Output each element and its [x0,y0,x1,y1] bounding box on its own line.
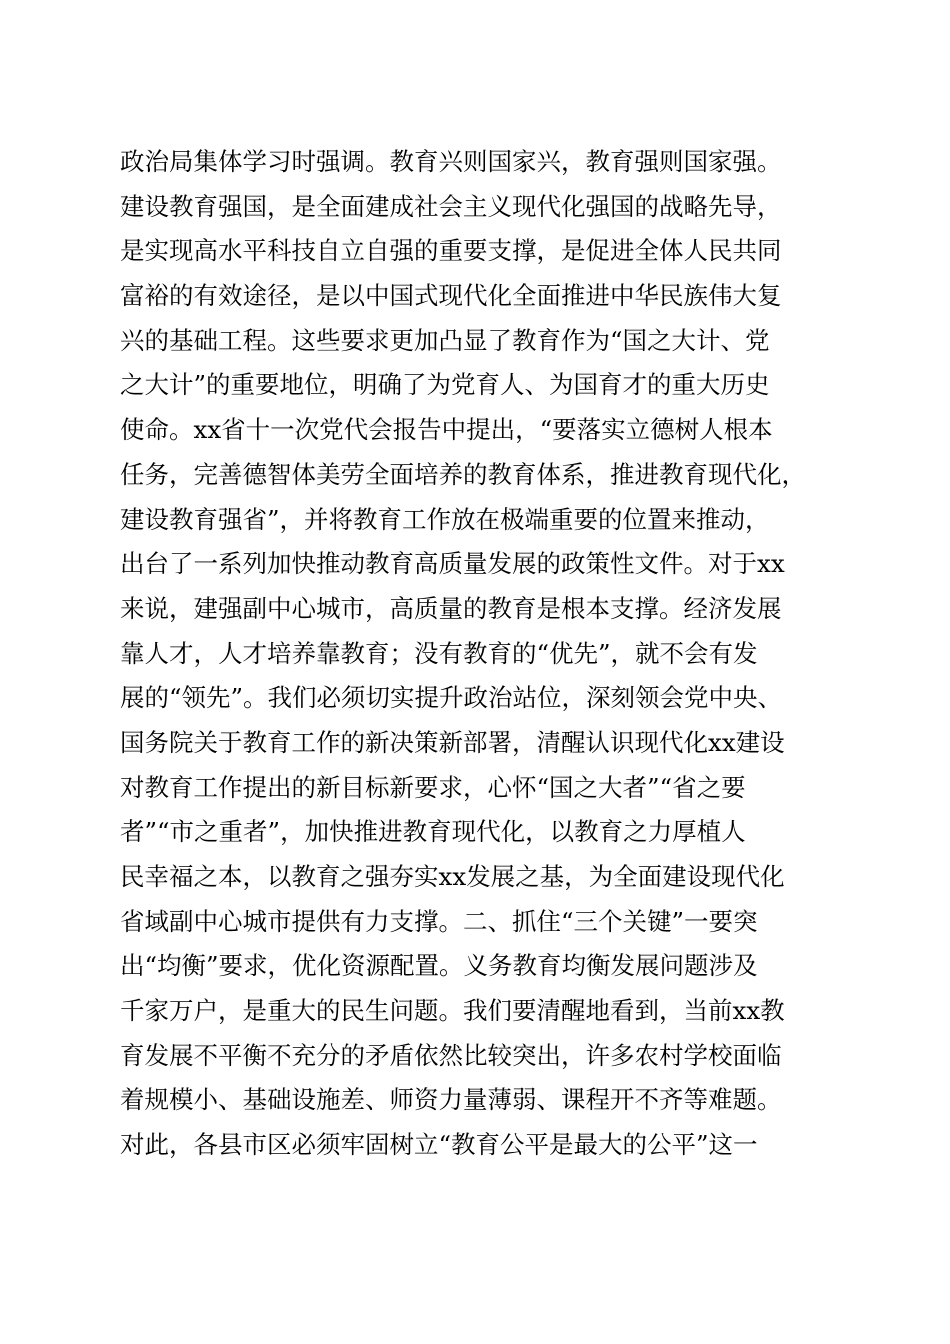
text-line: 出台了一系列加快推动教育高质量发展的政策性文件。对于xx [120,549,785,579]
text-line: 之大计”的重要地位，明确了为党育人、为国育才的重大历史 [120,370,770,400]
text-line: 靠人才，人才培养靠教育；没有教育的“优先”，就不会有发 [120,638,758,668]
text-line: 是实现高水平科技自立自强的重要支撑，是促进全体人民共同 [120,236,782,266]
text-line: 出“均衡”要求，优化资源配置。义务教育均衡发展问题涉及 [120,951,758,981]
text-line: 来说，建强副中心城市，高质量的教育是根本支撑。经济发展 [120,593,782,623]
text-line: 者”“市之重者”，加快推进教育现代化，以教育之力厚植人 [120,817,746,847]
text-line: 着规模小、基础设施差、师资力量薄弱、课程开不齐等难题。 [120,1085,782,1115]
text-line: 任务，完善德智体美劳全面培养的教育体系，推进教育现代化， [120,459,806,489]
text-line: 政治局集体学习时强调。教育兴则国家兴，教育强则国家强。 [120,147,782,176]
text-line: 千家万户，是重大的民生问题。我们要清醒地看到，当前xx教 [120,996,785,1026]
text-line: 建设教育强省”，并将教育工作放在极端重要的位置来推动， [120,504,770,534]
text-line: 育发展不平衡不充分的矛盾依然比较突出，许多农村学校面临 [120,1040,782,1070]
text-line: 富裕的有效途径，是以中国式现代化全面推进中华民族伟大复 [120,281,782,311]
text-line: 对教育工作提出的新目标新要求，心怀“国之大者”“省之要 [120,772,746,802]
text-line: 展的“领先”。我们必须切实提升政治站位，深刻领会党中央、 [120,683,783,713]
body-text [120,140,840,1168]
text-line: 建设教育强国，是全面建成社会主义现代化强国的战略先导， [120,191,782,221]
text-line: 省域副中心城市提供有力支撑。二、抓住“三个关键”一要突 [120,906,758,936]
text-line: 使命。xx省十一次党代会报告中提出，“要落实立德树人根本 [120,415,773,445]
text-line: 兴的基础工程。这些要求更加凸显了教育作为“国之大计、党 [120,325,770,355]
text-line: 对此，各县市区必须牢固树立“教育公平是最大的公平”这一 [120,1130,758,1160]
text-line: 民幸福之本，以教育之强夯实xx发展之基，为全面建设现代化 [120,862,785,891]
text-line: 国务院关于教育工作的新决策新部署，清醒认识现代化xx建设 [120,727,785,757]
